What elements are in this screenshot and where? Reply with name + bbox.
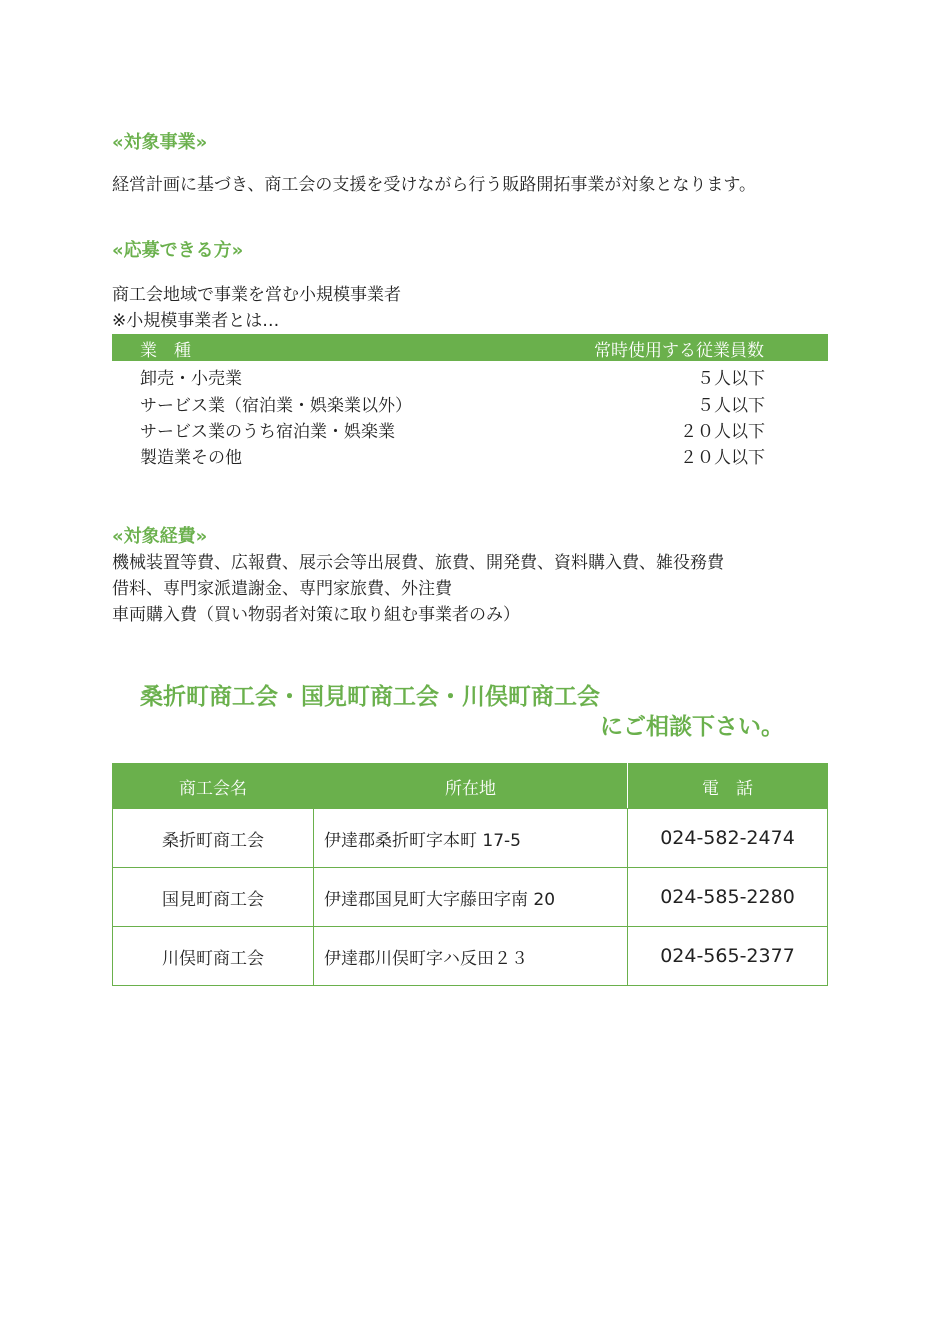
target-business-text: 経営計画に基づき、商工会の支援を受けながら行う販路開拓事業が対象となります。	[112, 175, 756, 195]
industry-row: 卸売・小売業	[140, 369, 242, 389]
expenses-line1: 機械装置等費、広報費、展示会等出展費、旅費、開発費、資料購入費、雑役務費	[112, 553, 724, 573]
cta-line2: にご相談下さい。	[600, 714, 784, 740]
office-address: 伊達郡川俣町字ハ反田２３	[314, 927, 628, 986]
expenses-line2: 借料、専門家派遣謝金、専門家旅費、外注費	[112, 579, 452, 599]
heading-expenses: «対象経費»	[112, 526, 208, 547]
heading-target-business: «対象事業»	[112, 132, 208, 153]
column-header-phone: 電 話	[628, 764, 828, 809]
office-phone: 024-565-2377	[628, 927, 828, 986]
office-address: 伊達郡国見町大字藤田字南 20	[314, 868, 628, 927]
office-address: 伊達郡桑折町字本町 17-5	[314, 809, 628, 868]
table-row	[113, 809, 828, 868]
eligible-line2: ※小規模事業者とは…	[112, 311, 280, 331]
employees-header-label: 常時使用する従業員数	[594, 341, 764, 361]
cta-line1: 桑折町商工会・国見町商工会・川俣町商工会	[140, 684, 600, 710]
employees-row: ２０人以下	[680, 448, 765, 468]
office-name: 国見町商工会	[113, 868, 314, 927]
employees-row: ５人以下	[697, 396, 765, 416]
contact-table-header-row	[113, 764, 828, 809]
column-header-name: 商工会名	[113, 764, 314, 809]
expenses-line3: 車両購入費（買い物弱者対策に取り組む事業者のみ）	[112, 605, 520, 625]
heading-eligible: «応募できる方»	[112, 240, 244, 261]
eligible-line1: 商工会地域で事業を営む小規模事業者	[112, 285, 401, 305]
industry-row: 製造業その他	[140, 448, 242, 468]
table-row	[113, 868, 828, 927]
office-phone: 024-585-2280	[628, 868, 828, 927]
office-name: 川俣町商工会	[113, 927, 314, 986]
industry-header-label: 業 種	[140, 341, 191, 361]
employees-row: ２０人以下	[680, 422, 765, 442]
employees-row: ５人以下	[697, 369, 765, 389]
industry-row: サービス業のうち宿泊業・娯楽業	[140, 422, 395, 442]
office-name: 桑折町商工会	[113, 809, 314, 868]
industry-row: サービス業（宿泊業・娯楽業以外）	[140, 396, 412, 416]
column-header-address: 所在地	[314, 764, 628, 809]
office-phone: 024-582-2474	[628, 809, 828, 868]
contact-table	[112, 763, 828, 986]
table-row	[113, 927, 828, 986]
